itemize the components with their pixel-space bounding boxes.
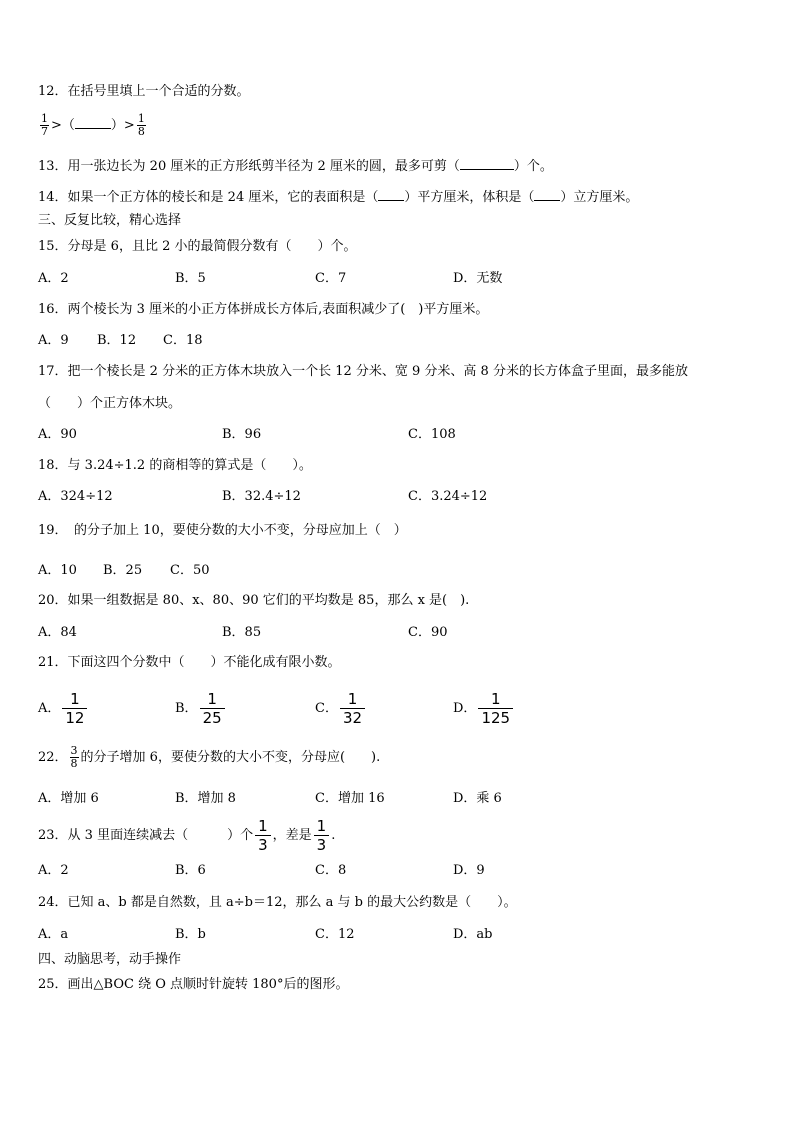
q14-area-blank[interactable] <box>378 188 404 201</box>
q20-text: 20．如果一组数据是 80、x、80、90 它们的平均数是 85，那么 x 是( ). <box>38 593 470 608</box>
q24-option-b[interactable]: B．b <box>175 927 206 942</box>
q16-option-b[interactable]: B．12 <box>97 333 137 348</box>
q21-option-b[interactable]: B． $\frac{1}{25}$ <box>175 690 227 727</box>
q16-text: 16．两个棱长为 3 厘米的小正方体拼成长方体后,表面积减少了( )平方厘米。 <box>38 302 489 317</box>
q23-fraction-1: $\frac{1}{3}$ <box>255 817 271 854</box>
q23-option-b[interactable]: B．6 <box>175 863 206 878</box>
q14-text: 14．如果一个正方体的棱长和是 24 厘米，它的表面积是（ ）平方厘米，体积是（ ）立方厘米。 <box>38 190 639 205</box>
q21-option-d[interactable]: D． $\frac{1}{125}$ <box>453 690 515 727</box>
q14-volume-blank[interactable] <box>534 188 560 201</box>
q22-option-d[interactable]: D．乘 6 <box>453 791 502 806</box>
q20-option-b[interactable]: B．85 <box>222 625 262 640</box>
q17-text-line2: （ ）个正方体木块。 <box>38 396 182 411</box>
q15-option-b[interactable]: B．5 <box>175 271 206 286</box>
q13-answer-blank[interactable] <box>460 157 514 170</box>
q24-option-a[interactable]: A．a <box>38 927 69 942</box>
q17-option-c[interactable]: C．108 <box>408 427 456 442</box>
q20-option-a[interactable]: A．84 <box>38 625 77 640</box>
q22-text: 22． $\frac{3}{8}$ 的分子增加 6，要使分数的大小不变，分母应( ). <box>38 744 381 770</box>
q24-option-c[interactable]: C．12 <box>315 927 355 942</box>
q23-fraction-2: $\frac{1}{3}$ <box>314 817 330 854</box>
q18-option-b[interactable]: B．32.4÷12 <box>222 489 301 504</box>
q17-option-b[interactable]: B．96 <box>222 427 262 442</box>
q17-text-line1: 17．把一个棱长是 2 分米的正方体木块放入一个长 12 分米、宽 9 分米、高 8 分米的长方体盒子里面，最多能放 <box>38 364 688 379</box>
q16-option-c[interactable]: C．18 <box>163 333 203 348</box>
q19-option-b[interactable]: B．25 <box>103 563 143 578</box>
q19-option-c[interactable]: C．50 <box>170 563 210 578</box>
q23-option-d[interactable]: D．9 <box>453 863 485 878</box>
q25-text: 25．画出△BOC 绕 O 点顺时针旋转 180°后的图形。 <box>38 977 349 992</box>
q15-option-c[interactable]: C．7 <box>315 271 347 286</box>
q18-text: 18．与 3.24÷1.2 的商相等的算式是（ ）。 <box>38 458 312 473</box>
q15-option-a[interactable]: A．2 <box>38 271 69 286</box>
q12-left-fraction: $\frac{1}{7}$ <box>41 112 48 138</box>
q16-option-a[interactable]: A．9 <box>38 333 69 348</box>
q12-answer-blank[interactable] <box>75 116 111 129</box>
q19-option-a[interactable]: A．10 <box>38 563 77 578</box>
q21-option-c-fraction: $\frac{1}{32}$ <box>340 690 365 727</box>
q20-option-c[interactable]: C．90 <box>408 625 448 640</box>
q21-option-d-fraction: $\frac{1}{125}$ <box>478 690 513 727</box>
q24-option-d[interactable]: D．ab <box>453 927 493 942</box>
q17-option-a[interactable]: A．90 <box>38 427 77 442</box>
q21-option-c[interactable]: C． $\frac{1}{32}$ <box>315 690 367 727</box>
q12-text: 12．在括号里填上一个合适的分数。 <box>38 84 250 99</box>
q21-text: 21．下面这四个分数中（ ）不能化成有限小数。 <box>38 655 341 670</box>
q15-option-d[interactable]: D．无数 <box>453 271 503 286</box>
q18-option-a[interactable]: A．324÷12 <box>38 489 113 504</box>
q13-text: 13．用一张边长为 20 厘米的正方形纸剪半径为 2 厘米的圆，最多可剪（ ）个。 <box>38 159 553 174</box>
q22-fraction: $\frac{3}{8}$ <box>70 744 78 770</box>
q18-option-c[interactable]: C．3.24÷12 <box>408 489 488 504</box>
q19-text: 19． 的分子加上 10，要使分数的大小不变，分母应加上（ ） <box>38 523 407 538</box>
q23-option-a[interactable]: A．2 <box>38 863 69 878</box>
q23-text: 23．从 3 里面连续减去（ ）个 $\frac{1}{3}$ ，差是 $\frac{1}{3}$ . <box>38 817 336 854</box>
q21-option-a-fraction: $\frac{1}{12}$ <box>62 690 87 727</box>
section-3-heading: 三、反复比较，精心选择 <box>38 213 182 228</box>
q15-text: 15．分母是 6，且比 2 小的最简假分数有（ ）个。 <box>38 239 357 254</box>
q12-comparison: $\frac{1}{7}$ >（ ）> $\frac{1}{8}$ <box>41 112 145 138</box>
q21-option-b-fraction: $\frac{1}{25}$ <box>200 690 225 727</box>
q21-option-a[interactable]: A． $\frac{1}{12}$ <box>38 690 89 727</box>
q24-text: 24．已知 a、b 都是自然数，且 a÷b＝12，那么 a 与 b 的最大公约数是（ ）。 <box>38 895 517 910</box>
q22-option-c[interactable]: C．增加 16 <box>315 791 385 806</box>
q12-right-fraction: $\frac{1}{8}$ <box>137 112 145 138</box>
q23-option-c[interactable]: C．8 <box>315 863 347 878</box>
section-4-heading: 四、动脑思考，动手操作 <box>38 952 182 967</box>
q22-option-a[interactable]: A．增加 6 <box>38 791 99 806</box>
q22-option-b[interactable]: B．增加 8 <box>175 791 236 806</box>
